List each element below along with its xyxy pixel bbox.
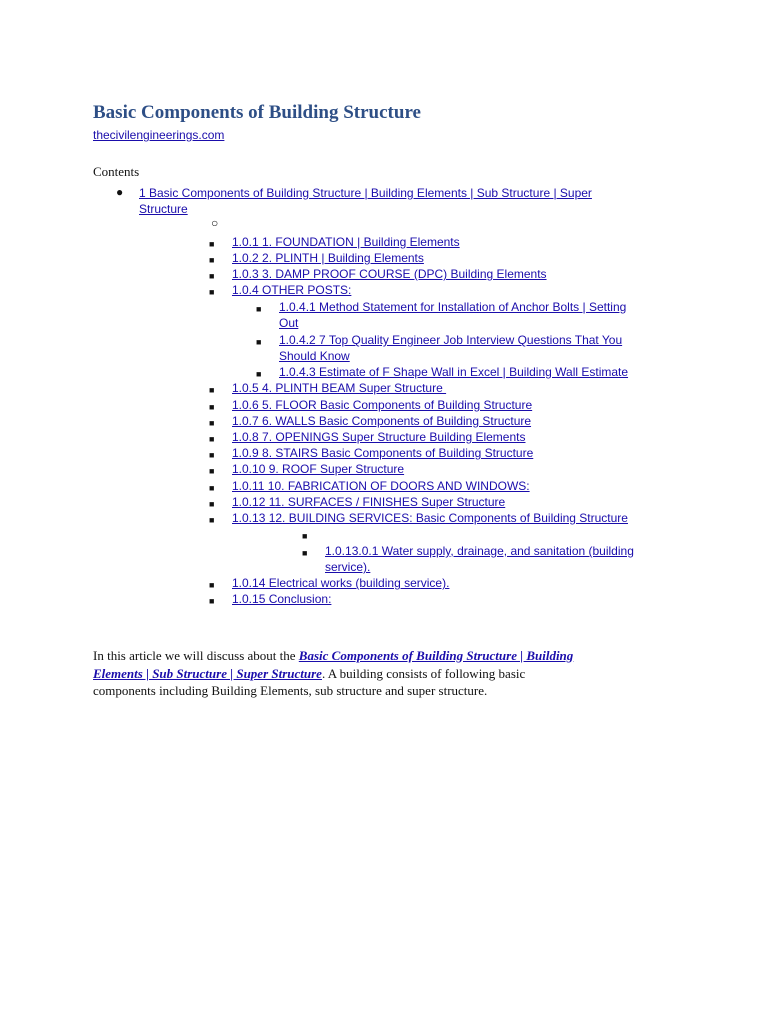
square-bullet-icon: ■	[256, 369, 262, 379]
square-bullet-icon: ■	[209, 255, 215, 265]
square-bullet-icon: ■	[209, 499, 215, 509]
toc-link-roof[interactable]: 1.0.10 9. ROOF Super Structure	[232, 462, 405, 476]
circle-bullet-icon: ○	[211, 216, 219, 230]
toc-link-floor[interactable]: 1.0.6 5. FLOOR Basic Components of Building Structure	[232, 398, 533, 412]
toc-link-dpc[interactable]: 1.0.3 3. DAMP PROOF COURSE (DPC) Building Elements	[232, 267, 547, 281]
contents-heading: Contents	[93, 164, 140, 179]
intro-text: In this article we will discuss about the	[93, 648, 299, 663]
square-bullet-icon: ■	[209, 418, 215, 428]
document-page	[93, 100, 683, 698]
square-bullet-icon: ■	[209, 450, 215, 460]
page-title: Basic Components of Building Structure	[93, 102, 421, 123]
toc-link-f-shape-wall[interactable]: 1.0.4.3 Estimate of F Shape Wall in Excel | Building Wall Estimate	[279, 365, 629, 379]
source-link[interactable]: thecivilengineerings.com	[93, 128, 225, 142]
toc-link-openings[interactable]: 1.0.8 7. OPENINGS Super Structure Building Elements	[232, 430, 526, 444]
toc-link-walls[interactable]: 1.0.7 6. WALLS Basic Components of Building Structure	[232, 414, 532, 428]
toc-link-plinth-beam[interactable]: 1.0.5 4. PLINTH BEAM Super Structure	[232, 381, 447, 395]
disc-bullet-icon: ●	[116, 185, 124, 199]
toc-link-anchor-bolts[interactable]: 1.0.4.1 Method Statement for Installation of Anchor Bolts | Setting	[279, 300, 627, 314]
square-bullet-icon: ■	[209, 402, 215, 412]
square-bullet-icon: ■	[209, 239, 215, 249]
intro-paragraph	[93, 647, 673, 700]
intro-text-end: components including Building Elements, sub structure and super structure.	[93, 683, 488, 698]
toc-link-interview-cont[interactable]: Should Know	[279, 349, 350, 364]
toc-link-water-supply[interactable]: 1.0.13.0.1 Water supply, drainage, and sanitation (building	[325, 544, 634, 558]
square-bullet-icon: ■	[302, 531, 308, 541]
toc-link-water-supply-cont[interactable]: service).	[325, 560, 371, 575]
toc-link-electrical[interactable]: 1.0.14 Electrical works (building service).	[232, 576, 450, 590]
toc-link-stairs[interactable]: 1.0.9 8. STAIRS Basic Components of Building Structure	[232, 446, 534, 460]
toc-link-anchor-bolts-cont[interactable]: Out	[279, 316, 299, 331]
square-bullet-icon: ■	[209, 580, 215, 590]
square-bullet-icon: ■	[209, 483, 215, 493]
square-bullet-icon: ■	[209, 596, 215, 606]
square-bullet-icon: ■	[209, 434, 215, 444]
square-bullet-icon: ■	[256, 337, 262, 347]
toc-link-interview[interactable]: 1.0.4.2 7 Top Quality Engineer Job Interview Questions That You	[279, 333, 623, 347]
square-bullet-icon: ■	[209, 385, 215, 395]
square-bullet-icon: ■	[209, 466, 215, 476]
toc-link-1[interactable]: 1 Basic Components of Building Structure | Building Elements | Sub Structure | Super	[139, 186, 592, 200]
toc-link-conclusion[interactable]: 1.0.15 Conclusion:	[232, 592, 332, 606]
toc-link-other-posts[interactable]: 1.0.4 OTHER POSTS:	[232, 283, 352, 297]
toc-link-foundation[interactable]: 1.0.1 1. FOUNDATION | Building Elements	[232, 235, 460, 249]
square-bullet-icon: ■	[209, 271, 215, 281]
square-bullet-icon: ■	[302, 548, 308, 558]
article-title-link[interactable]: Basic Components of Building Structure | Building	[298, 648, 574, 663]
toc-link-1-cont[interactable]: Structure	[139, 202, 188, 217]
square-bullet-icon: ■	[256, 304, 262, 314]
toc-link-building-services[interactable]: 1.0.13 12. BUILDING SERVICES: Basic Components of Building Structure	[232, 511, 628, 525]
toc-link-fabrication[interactable]: 1.0.11 10. FABRICATION OF DOORS AND WINDOWS:	[232, 479, 530, 493]
square-bullet-icon: ■	[209, 287, 215, 297]
intro-text-cont: . A building consists of following basic	[321, 665, 526, 681]
article-title-link-cont[interactable]: Elements | Sub Structure | Super Structure	[93, 665, 322, 681]
toc-link-surfaces[interactable]: 1.0.12 11. SURFACES / FINISHES Super Structure	[232, 495, 506, 509]
square-bullet-icon: ■	[209, 515, 215, 525]
toc-link-plinth[interactable]: 1.0.2 2. PLINTH | Building Elements	[232, 251, 424, 265]
